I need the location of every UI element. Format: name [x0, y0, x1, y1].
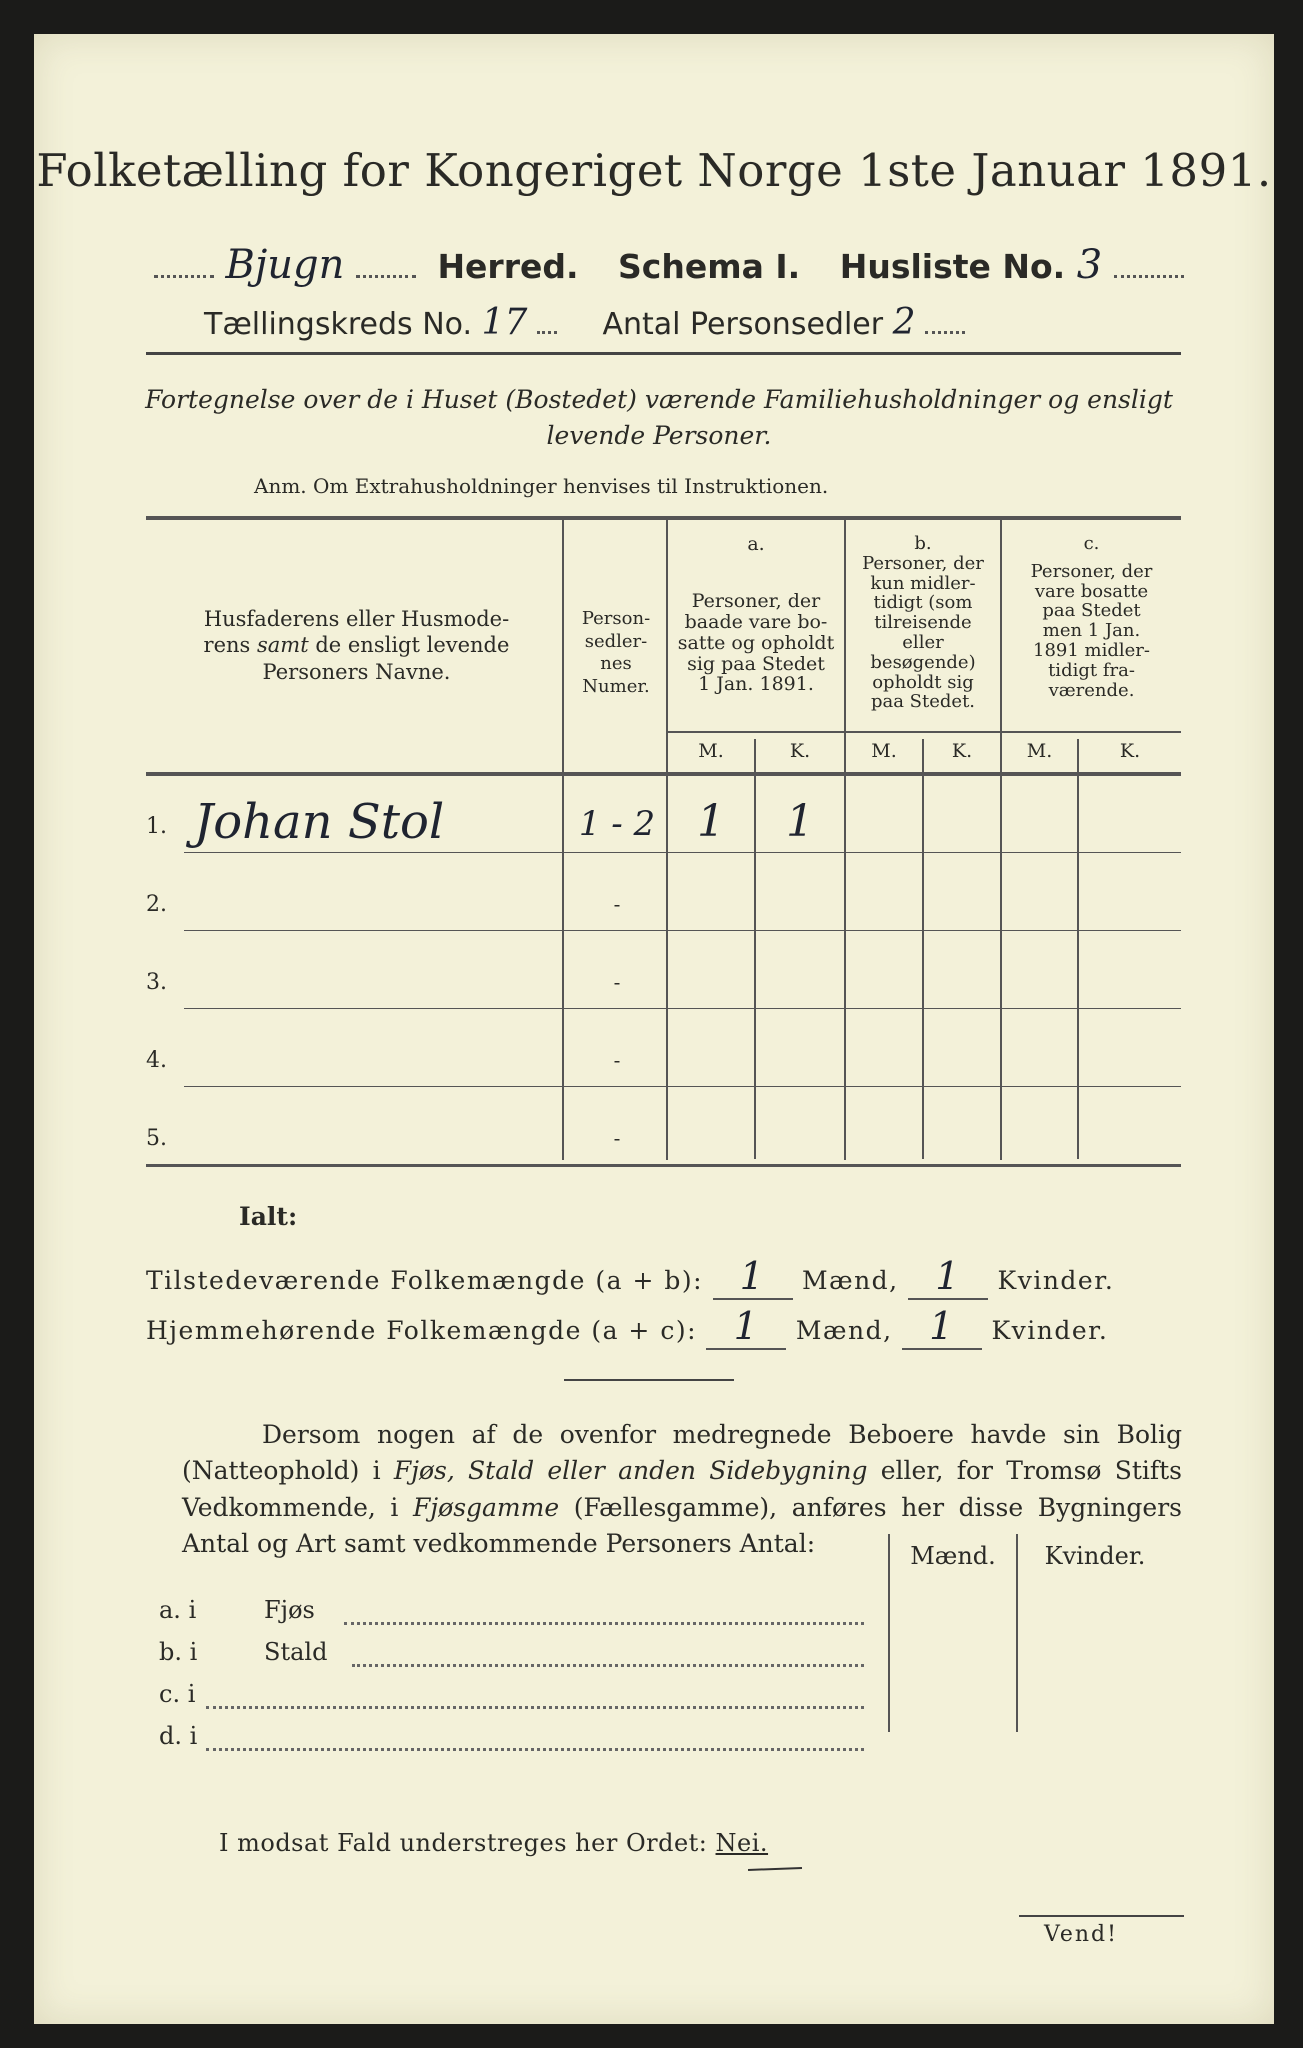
col-c-line: paa Stedet	[1042, 600, 1141, 622]
form-title: Folketælling for Kongeriget Norge 1ste Januar 1891.	[36, 144, 1272, 197]
building-letter: c. i	[159, 1680, 196, 1708]
col-c-line: Personer, der	[1030, 560, 1153, 582]
husliste-value: 3	[1076, 242, 1103, 288]
col-a-line: sig paa Stedet	[687, 652, 825, 675]
para-part-1: Dersom nogen af de ovenfor medregnede Beboere havde sin Bolig (Natteophold) i	[182, 1420, 1182, 1486]
col-b-line: eller	[902, 631, 944, 653]
tilstede-row	[146, 1254, 1186, 1300]
a-k-label: K.	[789, 740, 811, 762]
para-part-2: eller, for Tromsø Stifts Vedkommende, i	[182, 1456, 1182, 1522]
col-c-header	[1002, 534, 1181, 700]
row-sedler-num: -	[613, 892, 621, 916]
tilstede-kvinder-value: 1	[908, 1254, 988, 1300]
col-name-line-2	[159, 632, 554, 658]
a-m-label: M.	[698, 740, 724, 762]
herred-label: Herred.	[437, 247, 579, 286]
col-a-header	[668, 534, 844, 695]
c-k-label: K.	[1119, 740, 1141, 762]
hjemme-kvinder-label: Kvinder.	[991, 1316, 1109, 1345]
col-a-line: 1 Jan. 1891.	[698, 673, 814, 696]
col-c-line: vare bosatte	[1034, 580, 1149, 602]
krets-label: Tællingskreds No.	[204, 307, 472, 342]
row-number: 3.	[146, 970, 167, 995]
intro-text	[144, 382, 1174, 455]
intro-line-2: levende Personer.	[546, 421, 772, 451]
col-num-header	[566, 608, 666, 698]
building-letter: d. i	[159, 1722, 198, 1750]
hjemme-row	[146, 1304, 1186, 1350]
building-row-c	[159, 1680, 264, 1708]
col-num-line: Person-	[581, 608, 651, 629]
b-m-label: M.	[871, 740, 897, 762]
col-num-line: Numer.	[582, 675, 650, 697]
modsat-text: I modsat Fald understreges her Ordet:	[219, 1829, 708, 1857]
row-number: 2.	[146, 892, 167, 917]
col-name-l2b: samt	[257, 633, 309, 658]
b-k-label: K.	[951, 740, 973, 762]
col-c-line: men 1 Jan.	[1042, 620, 1141, 642]
intro-line-1: Fortegnelse over de i Huset (Bostedet) værende Familiehusholdninger og ensligt	[145, 385, 1173, 414]
col-name-l2a: rens	[203, 633, 257, 658]
col-name-line-1: Husfaderens eller Husmode-	[203, 607, 510, 631]
vend-text: Vend!	[1044, 1922, 1118, 1947]
col-name-header	[159, 606, 554, 685]
col-b-line: tilreisende	[874, 612, 972, 634]
col-a-letter: a.	[747, 533, 765, 555]
para-part-1-italic: Fjøs, Stald eller anden Sidebygning	[393, 1456, 868, 1486]
hjemme-maend-value: 1	[706, 1304, 786, 1350]
building-row-b	[159, 1638, 327, 1666]
col-b-line: paa Stedet.	[870, 691, 976, 713]
herred-value: Bjugn	[225, 242, 345, 288]
row-sedler-num: -	[613, 1048, 621, 1072]
husliste-label: Husliste No.	[839, 247, 1066, 286]
col-b-letter: b.	[914, 533, 932, 554]
buildings-kvinder-header: Kvinder.	[1044, 1542, 1146, 1570]
para-part-3: (Fællesgamme), anføres her disse Bygningers Antal og Art samt vedkommende Personers Antal:	[182, 1492, 1183, 1558]
hjemme-kvinder-value: 1	[902, 1304, 982, 1350]
col-num-line: sedler-	[584, 630, 648, 652]
row-sedler-num: 1 - 2	[578, 804, 656, 844]
nei-word: Nei.	[715, 1829, 769, 1857]
buildings-maend-header: Mænd.	[910, 1542, 996, 1570]
row-a-k: 1	[786, 796, 814, 847]
hjemme-label: Hjemmehørende Folkemængde (a + c):	[146, 1316, 697, 1345]
anm-note: Anm. Om Extrahusholdninger henvises til Instruktionen.	[254, 474, 829, 498]
census-form	[34, 34, 1274, 2024]
col-b-line: kun midler-	[870, 572, 976, 594]
row-number: 1.	[146, 814, 167, 839]
col-c-letter: c.	[1083, 533, 1100, 554]
ialt-label: Ialt:	[239, 1202, 298, 1231]
herred-row	[154, 242, 1214, 288]
tilstede-maend-value: 1	[713, 1254, 793, 1300]
antal-label: Antal Personsedler	[602, 307, 884, 342]
building-row-d	[159, 1722, 264, 1750]
antal-value: 2	[892, 302, 916, 343]
col-c-line: 1891 midler-	[1033, 639, 1150, 661]
col-num-line: nes	[600, 653, 632, 674]
col-b-line: tidigt (som	[873, 592, 973, 614]
modsat-row	[219, 1829, 768, 1857]
c-m-label: M.	[1026, 740, 1053, 762]
col-b-line: Personer, der	[862, 552, 984, 574]
col-name-line-3: Personers Navne.	[262, 659, 451, 684]
tilstede-label: Tilstedeværende Folkemængde (a + b):	[146, 1266, 704, 1295]
col-b-line: opholdt sig	[872, 671, 974, 693]
row-name: Johan Stol	[194, 794, 445, 850]
row-number: 5.	[146, 1126, 167, 1151]
hjemme-maend-label: Mænd,	[795, 1316, 893, 1345]
para-part-2-italic: Fjøsgamme	[413, 1492, 560, 1522]
row-number: 4.	[146, 1048, 167, 1073]
schema-label: Schema I.	[618, 247, 801, 286]
col-b-header	[846, 534, 1000, 712]
col-c-line: tidigt fra-	[1048, 659, 1135, 681]
sidebygning-paragraph	[182, 1417, 1182, 1562]
building-letter: b. i	[159, 1638, 198, 1666]
col-b-line: besøgende)	[870, 651, 976, 673]
col-name-l2c: de ensligt levende	[308, 633, 510, 658]
row-sedler-num: -	[613, 1126, 621, 1150]
krets-value: 17	[481, 302, 528, 343]
row-sedler-num: -	[613, 970, 621, 994]
tilstede-kvinder-label: Kvinder.	[997, 1266, 1115, 1295]
krets-row	[204, 302, 1184, 343]
building-letter: a. i	[159, 1596, 197, 1624]
building-label: Stald	[264, 1638, 328, 1666]
row-a-m: 1	[697, 796, 725, 847]
col-c-line: værende.	[1048, 679, 1135, 701]
col-a-line: satte og opholdt	[677, 631, 835, 654]
col-a-line: Personer, der	[691, 589, 821, 612]
col-a-line: baade vare bo-	[684, 610, 828, 633]
building-label: Fjøs	[264, 1596, 315, 1624]
tilstede-maend-label: Mænd,	[801, 1266, 899, 1295]
building-row-a	[159, 1596, 315, 1624]
